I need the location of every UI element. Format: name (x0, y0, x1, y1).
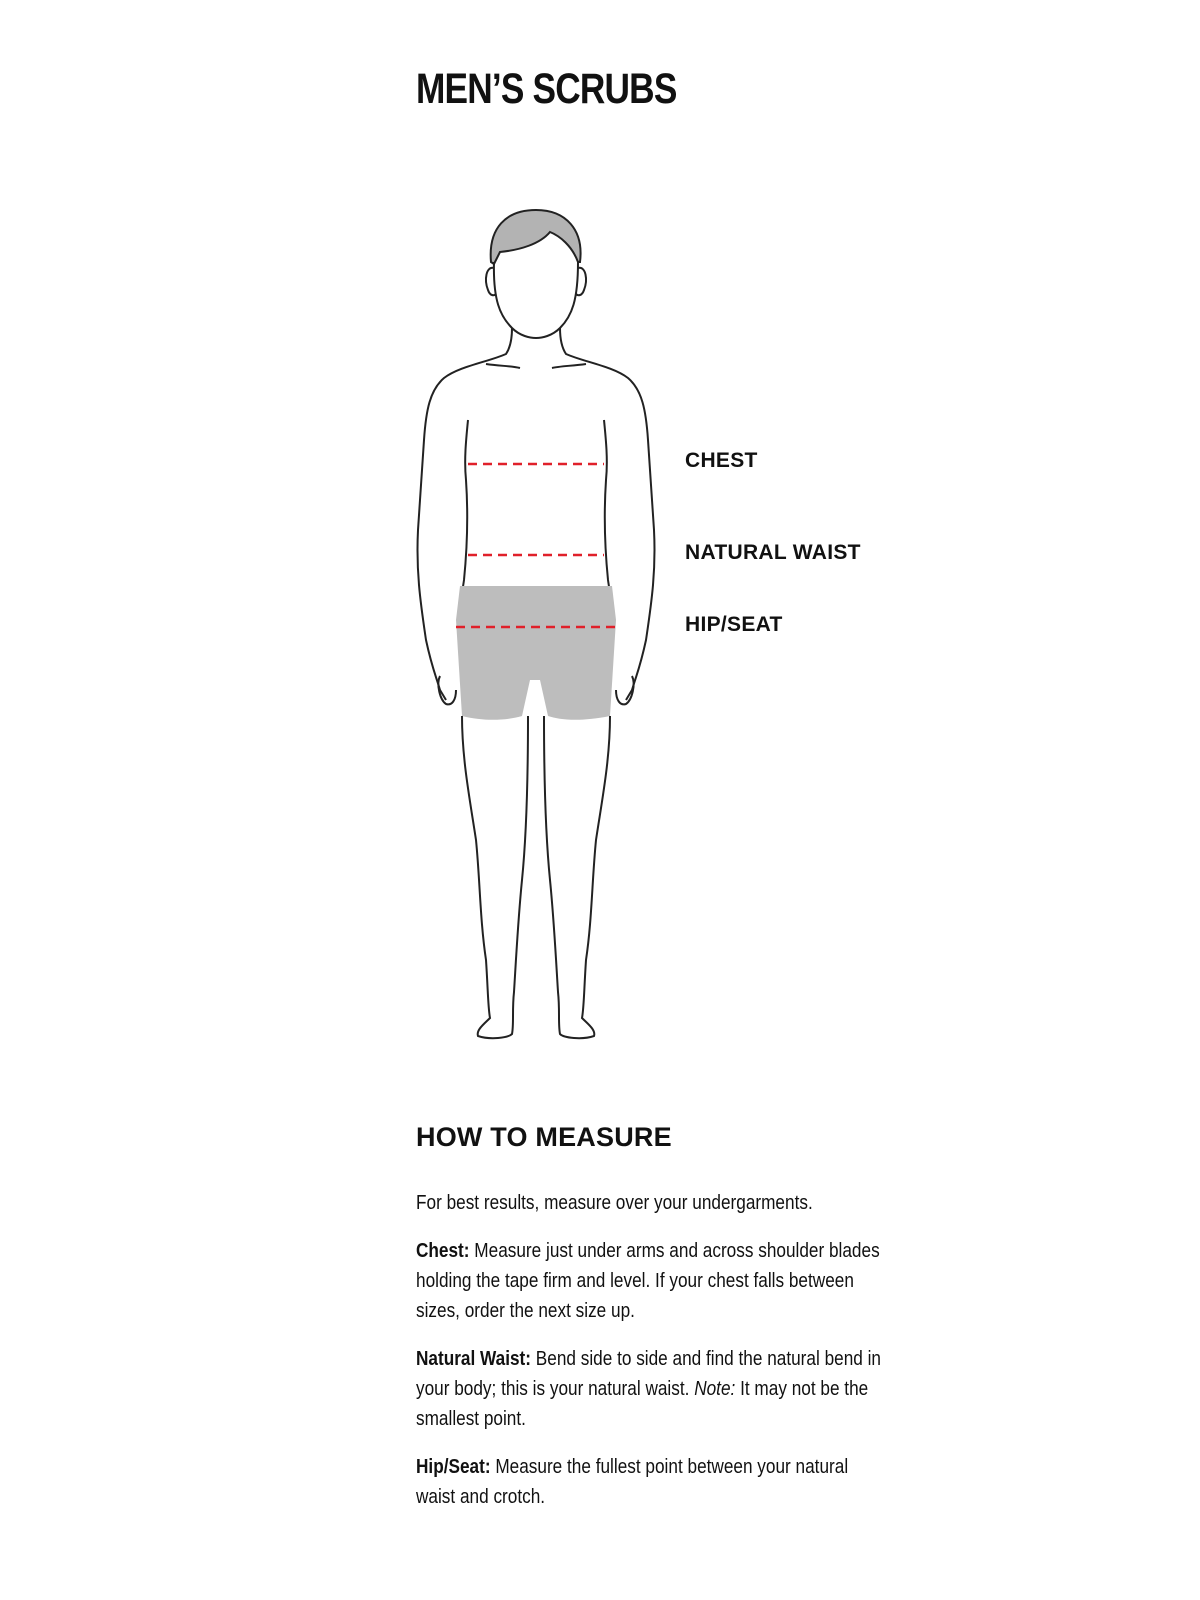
right-leg (544, 716, 610, 1038)
page-title: MEN’S SCRUBS (416, 65, 677, 113)
chest-label: CHEST (685, 449, 758, 472)
head (494, 262, 578, 338)
hip-paragraph (416, 1452, 886, 1512)
hip-seat-label: HIP/SEAT (685, 613, 783, 636)
note-term: Note: (694, 1378, 736, 1400)
waist-paragraph (416, 1344, 886, 1434)
intro-paragraph: For best results, measure over your undergarments. (416, 1192, 813, 1214)
chest-paragraph (416, 1236, 886, 1326)
natural-waist-label: NATURAL WAIST (685, 541, 861, 564)
left-collarbone (486, 364, 520, 368)
waist-term: Natural Waist: (416, 1348, 532, 1370)
hip-text: Measure the fullest point between your natural waist and crotch. (416, 1456, 849, 1508)
hair (491, 210, 581, 264)
right-collarbone (552, 364, 586, 368)
left-leg (462, 716, 528, 1038)
instructions-block (416, 1188, 886, 1530)
how-to-measure-heading: HOW TO MEASURE (416, 1122, 672, 1152)
chest-text: Measure just under arms and across shoulder blades holding the tape firm and level. If your chest falls between sizes, order the next size up. (416, 1240, 880, 1322)
waist-text: Bend side to side and find the natural bend in your body; this is your natural waist. (416, 1348, 882, 1400)
hip-term: Hip/Seat: (416, 1456, 491, 1478)
shorts (456, 586, 616, 720)
chest-term: Chest: (416, 1240, 470, 1262)
note-text: It may not be the smallest point. (416, 1378, 869, 1430)
